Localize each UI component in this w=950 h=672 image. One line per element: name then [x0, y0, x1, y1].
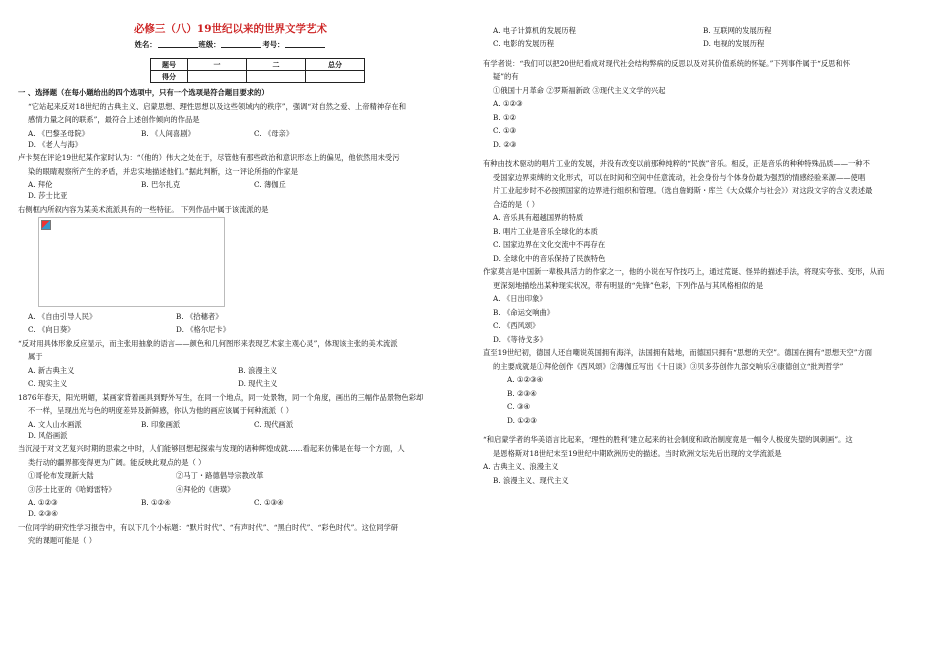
answer-options	[18, 378, 473, 389]
question-text: “和启蒙学者的华美语言比起来，‘理性的胜利’建立起来的社会制度和政治制度竟是一幅令人极度失望的讽刺画”。这	[483, 435, 853, 444]
question-text: 右侧框内所叙内容为某美术流派具有的一些特征。 下列作品中属于该流派的是	[18, 204, 269, 214]
question-text: 一位同学的研究性学习报告中，有以下几个小标题：“默片时代”、“有声时代”、“黑白时代”、“彩色时代”。这位同学研	[18, 522, 399, 532]
option-d[interactable]: D. 《格尔尼卡》	[176, 325, 231, 334]
score-cell: 题号	[151, 59, 188, 71]
option-a[interactable]: A. ①②③④	[507, 375, 544, 384]
score-table	[150, 58, 365, 83]
score-cell	[188, 71, 247, 83]
option-d[interactable]: D. 现代主义	[238, 379, 278, 388]
question-text: 感情力量之间的联系”，最符合上述创作倾向的作品是	[28, 115, 200, 124]
option-c[interactable]: C. 现代画派	[254, 419, 294, 429]
option-b[interactable]: B. 浪漫主义、现代主义	[493, 475, 569, 485]
option-b[interactable]: B. 《人间喜剧》	[141, 128, 195, 138]
option-a[interactable]: A. 拜伦	[28, 180, 53, 189]
question-text: 不一样，呈现出光与色的明度差异及新鲜感，你认为他的画应该属于何种流派（ ）	[28, 406, 294, 415]
score-cell: 得分	[151, 71, 188, 83]
option-b[interactable]: B. 《命运交响曲》	[493, 307, 555, 317]
option-d[interactable]: D. 《等待戈多》	[493, 334, 548, 344]
question-text: 属于	[28, 352, 43, 361]
answer-options	[18, 365, 473, 376]
answer-options	[18, 419, 473, 441]
question-text: 受国家边界束缚的文化形式，可以在时间和空间中任意流动，社会身份与个体身份最为强烈的情感经验来源——使唱	[493, 172, 866, 182]
question-text: 直至19世纪初，德国人还自嘲说英国拥有海洋，法国拥有陆地，而德国只拥有“思想的天空”。德国在拥有“思想天空”方面	[483, 348, 873, 357]
option-c[interactable]: C. 《母亲》	[254, 128, 294, 138]
option-b[interactable]: B. ②③④	[507, 388, 537, 398]
answer-options	[483, 38, 938, 49]
exam-label: 考号：	[262, 40, 285, 49]
option-a[interactable]: A. 古典主义、浪漫主义	[483, 462, 559, 471]
class-label: 班级：	[198, 40, 221, 49]
question-text: 类行动的疆界都变得更为广阔。能反映此观点的是（ ）	[28, 457, 206, 467]
statement-item: ②马丁・路德倡导宗教改革	[176, 471, 264, 480]
question-text: 的主要成就是①拜伦创作《西风颂》②薄伽丘写出《十日谈》③贝多芬创作九部交响乐④康德创立“批判哲学”	[493, 361, 844, 371]
option-c[interactable]: C. 现实主义	[28, 379, 68, 388]
score-cell: 总分	[306, 59, 365, 71]
option-b[interactable]: B. ①②	[493, 112, 517, 122]
question-text: 合适的是（ ）	[493, 199, 540, 209]
question-text: 疑”的有	[493, 72, 519, 81]
option-b[interactable]: B. 互联网的发展历程	[703, 25, 772, 35]
question-text: 有种由技术驱动的唱片工业的发展，并没有改变以前那种纯粹的“民族”音乐。相反，正是音乐的种种特殊品质——一种不	[483, 159, 870, 168]
score-cell: 二	[247, 59, 306, 71]
statement-items: ①俄国十月革命 ②罗斯福新政 ③现代主义文学的兴起	[493, 85, 666, 95]
option-c[interactable]: C. ①③	[493, 126, 517, 135]
option-d[interactable]: D. ①②③	[507, 415, 537, 425]
option-c[interactable]: C. ①③④	[254, 498, 284, 507]
question-text: “它站起来反对18世纪的古典主义、启蒙思想、理性思想以及这些领域内的秩序”，强调“对自然之爱、上帝精神存在和	[28, 101, 407, 111]
option-a[interactable]: A. 音乐具有超越国界的特质	[493, 213, 584, 222]
answer-options	[18, 324, 473, 335]
answer-options	[483, 25, 938, 36]
option-a[interactable]: A. ①②③	[28, 498, 58, 507]
option-b[interactable]: B. ①②④	[141, 498, 171, 507]
answer-options	[18, 497, 473, 519]
option-d[interactable]: D. 《老人与海》	[28, 139, 83, 149]
option-a[interactable]: A. ①②③	[493, 99, 523, 108]
question-text: 1876年春天，阳光明媚，某画家背着画具到野外写生，在同一个地点，同一处景物，同一个角度，画出的三幅作品景物色彩却	[18, 392, 424, 402]
name-field[interactable]	[158, 47, 198, 48]
option-c[interactable]: C. 《西风颂》	[493, 321, 540, 330]
score-cell	[247, 71, 306, 83]
option-b[interactable]: B. 浪漫主义	[238, 365, 278, 375]
broken-image-icon	[41, 220, 51, 230]
name-label: 姓名：	[134, 40, 157, 49]
option-d[interactable]: D. ②③	[493, 139, 517, 149]
answer-options	[18, 128, 473, 150]
question-text: 染的眼睛观察所产生的矛盾，并忠实地描述他们。”据此判断，这一评论所指的作家是	[28, 166, 299, 176]
option-a[interactable]: A. 文人山水画派	[28, 419, 82, 429]
option-c[interactable]: C. 国家边界在文化交流中不再存在	[493, 240, 606, 249]
question-text: 是恩格斯对18世纪末至19世纪中期欧洲历史的描述。当时欧洲文坛先后出现的文学流派是	[493, 448, 782, 458]
option-b[interactable]: B. 唱片工业是音乐全球化的本质	[493, 226, 598, 236]
option-a[interactable]: A. 《日出印象》	[493, 294, 547, 303]
option-a[interactable]: A. 电子计算机的发展历程	[493, 25, 576, 35]
option-c[interactable]: C. 《向日葵》	[28, 325, 75, 334]
option-d[interactable]: D. 全球化中的音乐保持了民族特色	[493, 253, 606, 263]
class-field[interactable]	[221, 47, 261, 48]
answer-options	[18, 311, 473, 322]
question-text: 更深刻地描绘出某种现实状况，带有明显的“先锋”色彩，下列作品与其风格相似的是	[493, 280, 764, 290]
student-info-line	[0, 39, 473, 50]
question-text: 片工业起步时不必按照国家的边界进行组织和管理。（选自詹姆斯・库兰《大众媒介与社会》）对这段文字的含义表述最	[493, 186, 873, 195]
page-title: 必修三（八）19世纪以来的世界文学艺术	[133, 23, 328, 35]
score-cell: 一	[188, 59, 247, 71]
left-column	[18, 22, 473, 546]
statement-item: ①哥伦布发现新大陆	[28, 471, 94, 480]
question-text: 当沉浸于对文艺复兴时期的思索之中时，人们能够回想起探索与发现的诸种辉煌成就……看起来仿佛是在每一个方面，人	[18, 444, 405, 453]
option-b[interactable]: B. 印象画派	[141, 419, 181, 429]
option-c[interactable]: C. 薄伽丘	[254, 180, 286, 189]
option-d[interactable]: D. ②③④	[28, 509, 58, 518]
right-column	[483, 22, 938, 486]
question-text: 卢卡契在评论19世纪某作家时认为：“（他的）伟大之处在于，尽管他有那些政治和意识形态上的偏见，他依然用未受污	[18, 153, 400, 162]
statement-items	[18, 484, 473, 495]
option-b[interactable]: B. 《拾穗者》	[176, 311, 223, 321]
option-d[interactable]: D. 电视的发展历程	[703, 39, 765, 48]
answer-options	[18, 179, 473, 201]
option-d[interactable]: D. 莎士比亚	[28, 191, 68, 200]
question-text: 有学者说：“我们可以把20世纪看成对现代社会结构弊病的反思以及对其价值系统的怀疑。”下列事件属于“反思和怀	[483, 58, 851, 68]
option-c[interactable]: C. ③④	[507, 402, 531, 411]
exam-number-field[interactable]	[285, 47, 325, 48]
question-text: 究的课题可能是（ ）	[28, 536, 96, 545]
option-d[interactable]: D. 风俗画派	[28, 430, 68, 440]
section-heading: 一 、选择题（在每小题给出的四个选项中，只有一个选项是符合题目要求的）	[18, 88, 269, 97]
option-c[interactable]: C. 电影的发展历程	[493, 39, 555, 48]
question-text: “反对用具体形象反应显示，而主张用抽象的语言——颜色和几何图形来表现艺术家主观心灵”，体现该主张的美术流派	[18, 338, 398, 348]
statement-items	[18, 470, 473, 481]
question-image	[38, 217, 225, 307]
question-text: 作家莫言是中国新一辈极具活力的作家之一，他的小说在写作技巧上，通过荒诞、怪异的描述手法，将现实夸张、变形，从而	[483, 267, 885, 276]
score-cell	[306, 71, 365, 83]
option-b[interactable]: B. 巴尔扎克	[141, 180, 181, 189]
statement-item: ③莎士比亚的《哈姆雷特》	[28, 484, 116, 494]
option-a[interactable]: A. 《自由引导人民》	[28, 311, 97, 321]
option-a[interactable]: A. 新古典主义	[28, 365, 75, 375]
statement-item: ④拜伦的《唐璜》	[176, 484, 235, 494]
option-a[interactable]: A. 《巴黎圣母院》	[28, 128, 89, 138]
